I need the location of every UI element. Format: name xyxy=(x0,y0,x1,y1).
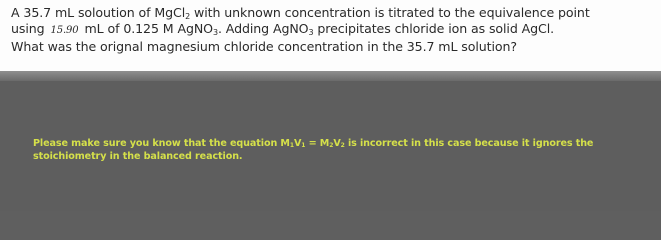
subscript: 2 xyxy=(185,12,191,21)
question-line-3: What was the orignal magnesium chloride concentration in the 35.7 mL solution? xyxy=(11,39,517,54)
subscript: 3 xyxy=(308,28,314,37)
feedback-text-3: = M xyxy=(305,138,330,149)
subscript: 2 xyxy=(340,142,345,149)
question-text-1b: with unknown concentration is titrated to the equivalence point xyxy=(190,5,590,20)
subscript: 3 xyxy=(212,28,218,37)
feedback-message xyxy=(33,137,653,163)
question-line-1 xyxy=(11,5,651,21)
feedback-text-1: Please make sure you know that the equation M xyxy=(33,138,290,149)
card-divider xyxy=(0,71,661,81)
subscript: 1 xyxy=(289,142,294,149)
question-text-1a: A 35.7 mL soloution of MgCl xyxy=(11,5,186,20)
feedback-text-2: V xyxy=(293,138,302,149)
feedback-text-5: is incorrect in this case because it ignores the stoichiometry in the balanced reaction. xyxy=(33,138,594,162)
question-line-2 xyxy=(11,21,651,39)
question-text-2a: using xyxy=(11,21,45,36)
question-text-2b: mL of 0.125 M AgNO xyxy=(84,21,213,36)
feedback-text-4: V xyxy=(333,138,341,149)
question-card xyxy=(0,0,661,71)
titrant-volume-value: 15.90 xyxy=(50,25,79,36)
question-text-2c: . Adding AgNO xyxy=(217,21,309,36)
subscript: 1 xyxy=(301,142,306,149)
subscript: 2 xyxy=(329,142,334,149)
question-text-2d: precipitates chloride ion as solid AgCl. xyxy=(313,21,555,36)
